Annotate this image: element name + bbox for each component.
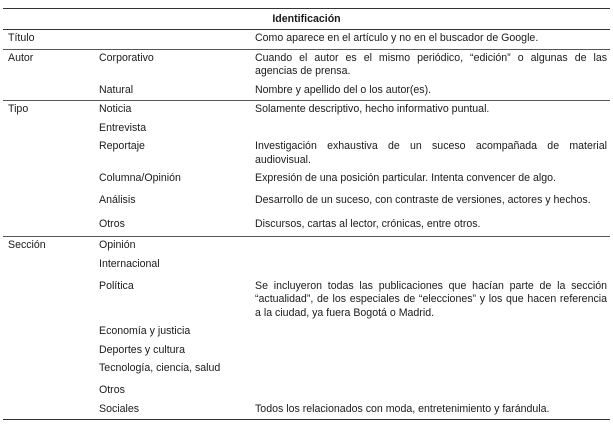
subfield-label: Tecnología, ciencia, salud	[99, 362, 221, 374]
subfield-label: Noticia	[94, 101, 250, 120]
field-label: Tipo	[3, 101, 94, 120]
table-row	[3, 138, 610, 170]
subfield-label: Economía y justicia	[99, 325, 191, 337]
field-label	[3, 382, 94, 401]
field-description	[250, 237, 610, 256]
subfield-label: Entrevista	[99, 121, 147, 134]
table-row	[3, 82, 610, 101]
field-description: Solamente descriptivo, hecho informativo puntual.	[250, 101, 610, 120]
table-title: Identificación	[3, 9, 610, 30]
subfield-label: Corporativo	[94, 49, 250, 82]
field-label	[3, 256, 94, 278]
field-description: Nombre y apellido del o los autor(es).	[255, 83, 432, 96]
table-row	[3, 278, 610, 324]
field-label	[3, 120, 94, 139]
table-row	[3, 192, 610, 216]
subfield-label: Otros	[99, 384, 125, 396]
subfield-label: Natural	[99, 83, 134, 96]
table-row	[3, 256, 610, 278]
table-header-row	[3, 9, 610, 30]
table-row	[3, 49, 610, 82]
table-row	[3, 101, 610, 120]
field-description: Discursos, cartas al lector, crónicas, entre otros.	[255, 218, 481, 230]
table-row	[3, 120, 610, 139]
table-row	[3, 360, 610, 382]
field-label	[3, 342, 94, 361]
field-label	[3, 192, 94, 216]
subfield-label: Internacional	[99, 257, 160, 270]
subfield-label: Otros	[99, 218, 125, 230]
subfield-label: Sociales	[94, 401, 250, 420]
field-label	[3, 82, 94, 101]
field-description: Investigación exhaustiva de un suceso acompañada de material audiovisual.	[255, 140, 608, 166]
field-description	[250, 342, 610, 361]
field-description: Desarrollo de un suceso, con contraste de versiones, actores y hechos.	[255, 194, 591, 206]
field-description: Todos los relacionados con moda, entretenimiento y farándula.	[250, 401, 610, 420]
table-row	[3, 216, 610, 237]
identification-table	[3, 8, 610, 420]
subfield-label: Reportaje	[99, 140, 145, 152]
subfield-label: Política	[99, 279, 134, 292]
field-description	[250, 323, 610, 342]
field-label	[3, 323, 94, 342]
table-row	[3, 237, 610, 256]
field-description	[250, 120, 610, 139]
field-description: Como aparece en el artículo y no en el buscador de Google.	[255, 32, 539, 44]
field-description	[250, 256, 610, 278]
field-label: Sección	[3, 237, 94, 256]
field-description	[250, 382, 610, 401]
field-label	[3, 138, 94, 170]
subfield-label	[94, 30, 250, 50]
table-row	[3, 342, 610, 361]
table-row	[3, 170, 610, 192]
subfield-label: Opinión	[94, 237, 250, 256]
subfield-label: Análisis	[99, 194, 136, 206]
field-label	[3, 278, 94, 324]
field-description	[250, 360, 610, 382]
subfield-label: Deportes y cultura	[99, 343, 185, 356]
table-row	[3, 382, 610, 401]
field-label: Autor	[3, 49, 94, 82]
field-label: Título	[8, 32, 35, 44]
table-row	[3, 401, 610, 420]
field-label	[3, 216, 94, 237]
field-description: Expresión de una posición particular. Intenta convencer de algo.	[255, 172, 556, 184]
table-row	[3, 323, 610, 342]
field-label	[3, 360, 94, 382]
field-label	[3, 401, 94, 420]
field-label	[3, 170, 94, 192]
field-description: Se incluyeron todas las publicaciones que hacían parte de la sección “actualidad”, de los especiales de “elecciones” y los que hacen referencia a la ciudad, ya fuera Bogotá o Madrid.	[255, 279, 608, 319]
table-row	[3, 30, 610, 50]
field-description: Cuando el autor es el mismo periódico, “edición” o algunas de las agencias de prensa.	[250, 49, 610, 82]
subfield-label: Columna/Opinión	[99, 172, 181, 184]
